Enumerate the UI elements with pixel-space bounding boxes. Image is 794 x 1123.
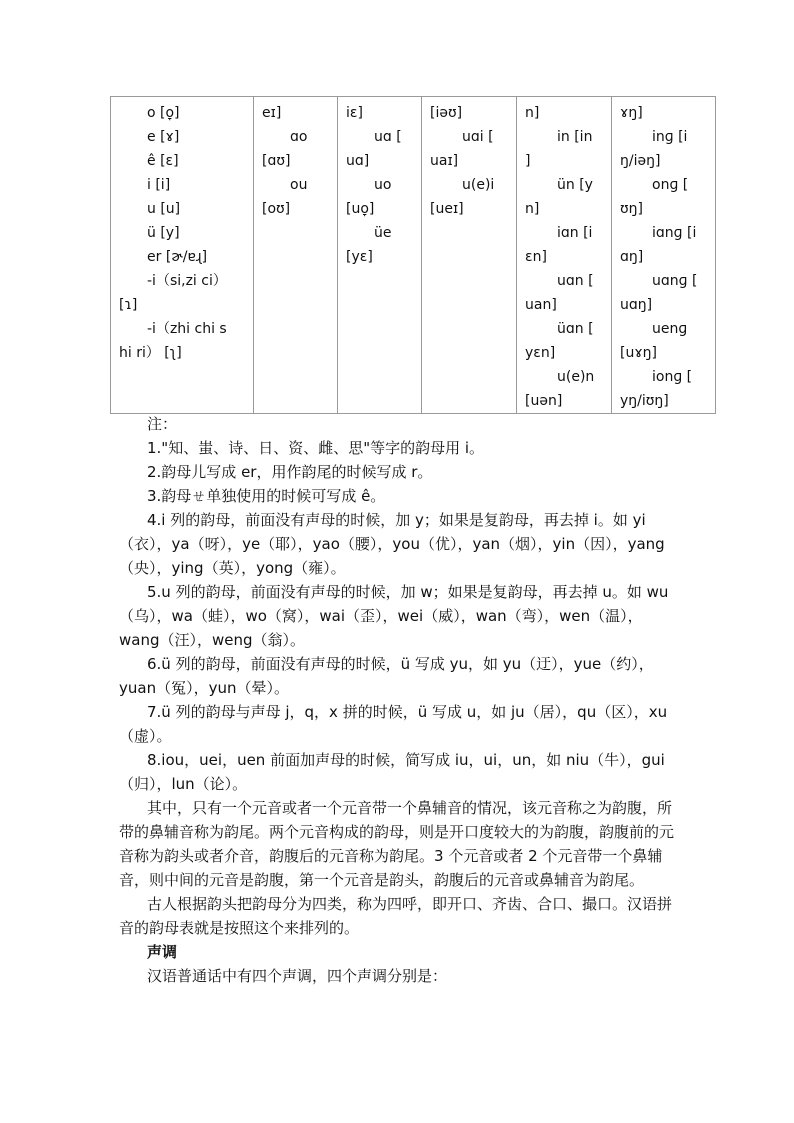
cell-line: uɑŋ] [620, 297, 653, 313]
cell-line: [oʊ] [262, 201, 291, 217]
cell-line: o [o̞] [147, 105, 180, 121]
cell-line: iɛ] [346, 105, 363, 121]
note-item: 6.ü 列的韵母，前面没有声母的时候，ü 写成 yu，如 yu（迂），yue（约），yuan（冤），yun（晕）。 [119, 655, 654, 697]
table-cell-nasal-finals-ng [612, 97, 716, 414]
table-cell-nasal-finals-n [517, 97, 612, 414]
cell-line: ɑŋ] [620, 249, 644, 265]
cell-line: u(e)n [557, 369, 595, 385]
cell-line: er [ɚ/ɐɻ] [147, 249, 208, 265]
cell-line: [ueɪ] [430, 201, 464, 217]
cell-line: eɪ] [262, 105, 282, 121]
notes-section [119, 412, 679, 988]
cell-line: ü [y] [147, 225, 180, 241]
cell-line: i [i] [147, 177, 171, 193]
cell-line: uɑ [ [374, 129, 402, 145]
cell-line: ɑo [290, 129, 308, 145]
table-cell-compound-finals-2 [338, 97, 422, 414]
cell-line: uo [374, 177, 392, 193]
cell-line: üe [374, 225, 392, 241]
cell-line: uɑnɡ [ [652, 273, 698, 289]
cell-line: e [ɤ] [147, 129, 180, 145]
cell-line: uɑ] [346, 153, 370, 169]
note-item: 5.u 列的韵母，前面没有声母的时候，加 w；如果是复韵母，再去掉 u。如 wu（乌），wa（蛙），wo（窝），wai（歪），wei（威），wan（弯），wen（温），wang（汪），weng（翁）。 [119, 583, 669, 649]
cell-line: [ɑʊ] [262, 153, 291, 169]
cell-line: uɑi [ [462, 129, 494, 145]
cell-line: n] [525, 201, 540, 217]
cell-line: n] [525, 105, 540, 121]
body-paragraph: 其中，只有一个元音或者一个元音带一个鼻辅音的情况，该元音称之为韵腹，所带的鼻辅音称为韵尾。两个元音构成的韵母，则是开口度较大的为韵腹，韵腹前的元音称为韵头或者介音，韵腹后的元音称为韵尾。3 个元音或者 2 个元音带一个鼻辅音，则中间的元音是韵腹，第一个元音是韵头，韵腹后的元音或鼻辅音为韵尾。 [119, 799, 675, 889]
cell-line: yɛn] [525, 345, 556, 361]
section-heading: 声调 [147, 943, 178, 961]
cell-line: ou [290, 177, 308, 193]
notes-label: 注： [147, 415, 178, 433]
cell-line: inɡ [i [652, 129, 688, 145]
body-paragraph: 古人根据韵头把韵母分为四类，称为四呼，即开口、齐齿、合口、撮口。汉语拼音的韵母表就是按照这个来排列的。 [119, 895, 673, 937]
cell-line: hi ri） [ʅ] [119, 345, 182, 361]
cell-line: ionɡ [ [652, 369, 693, 385]
note-item: 8.iou，uei，uen 前面加声母的时候，简写成 iu，ui，un，如 niu（牛），gui（归），lun（论）。 [119, 751, 665, 793]
note-item: 3.韵母ㄝ单独使用的时候可写成 ê。 [147, 487, 386, 505]
cell-line: ʊŋ] [620, 201, 643, 217]
cell-line: iɑnɡ [i [652, 225, 697, 241]
cell-line: uan] [525, 297, 557, 313]
table-cell-compound-finals-3 [422, 97, 517, 414]
cell-line: [uən] [525, 393, 563, 409]
body-paragraph: 汉语普通话中有四个声调，四个声调分别是： [147, 967, 448, 985]
cell-line: [uɤŋ] [620, 345, 658, 361]
cell-line: uenɡ [652, 321, 688, 337]
cell-line: ün [y [557, 177, 593, 193]
cell-line: uaɪ] [430, 153, 459, 169]
cell-line: [ɿ] [119, 297, 138, 313]
cell-line: [yɛ] [346, 249, 373, 265]
cell-line: ɤŋ] [620, 105, 643, 121]
table-cell-simple-finals [111, 97, 254, 414]
note-item: 4.i 列的韵母，前面没有声母的时候，加 y；如果是复韵母，再去掉 i。如 yi（衣），ya（呀），ye（耶），yao（腰），you（优），yan（烟），yin（因），yang（央），ying（英），yong（雍）。 [119, 511, 665, 577]
table-row [111, 97, 716, 414]
cell-line: üɑn [ [557, 321, 594, 337]
cell-line: [iəʊ] [430, 105, 463, 121]
cell-line: -i（zhi chi s [147, 321, 227, 337]
cell-line: u(e)i [462, 177, 495, 193]
table-cell-compound-finals-1 [254, 97, 338, 414]
cell-line: -i（si,zi ci） [147, 273, 227, 289]
note-item: 7.ü 列的韵母与声母 j，q，x 拼的时候，ü 写成 u，如 ju（居），qu（区），xu（虚）。 [119, 703, 668, 745]
note-item: 1."知、蚩、诗、日、资、雌、思"等字的韵母用 i。 [147, 439, 485, 457]
cell-line: yŋ/iʊŋ] [620, 393, 669, 409]
cell-line: uɑn [ [557, 273, 594, 289]
finals-table [110, 96, 716, 414]
cell-line: [uo̞] [346, 201, 375, 217]
cell-line: iɑn [i [557, 225, 593, 241]
cell-line: ê [ɛ] [147, 153, 179, 169]
cell-line: ] [525, 153, 531, 169]
cell-line: u [u] [147, 201, 181, 217]
note-item: 2.韵母儿写成 er，用作韵尾的时候写成 r。 [147, 463, 433, 481]
cell-line: in [in [557, 129, 593, 145]
cell-line: ŋ/iəŋ] [620, 153, 661, 169]
cell-line: ɛn] [525, 249, 547, 265]
cell-line: onɡ [ [652, 177, 689, 193]
